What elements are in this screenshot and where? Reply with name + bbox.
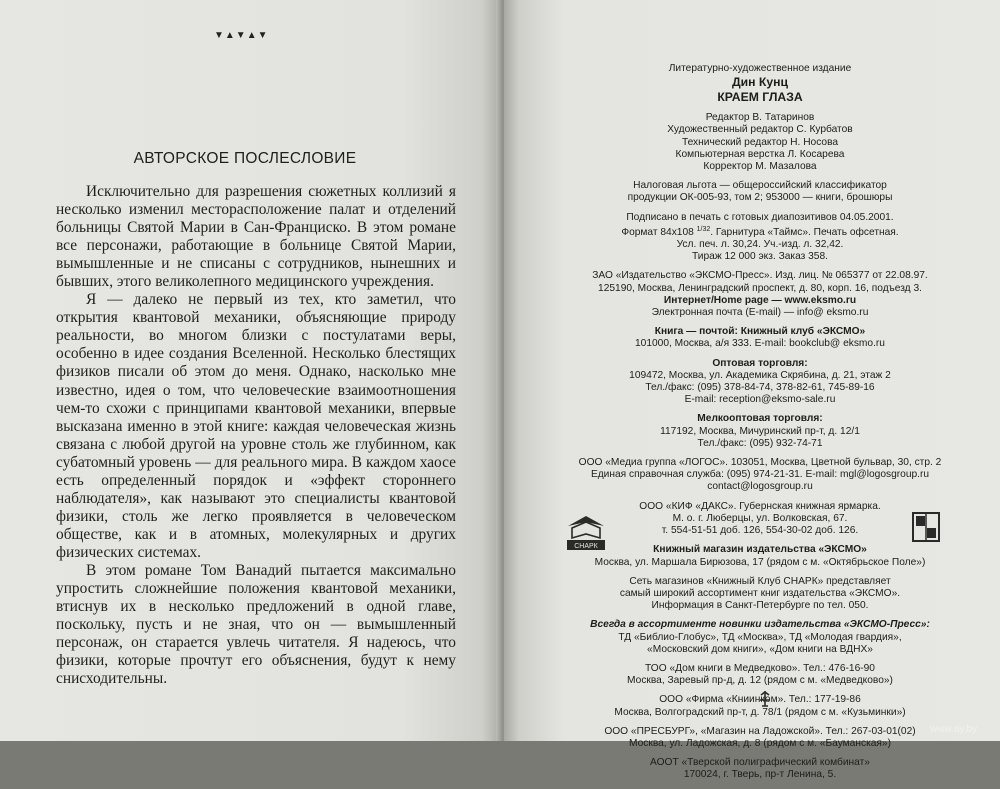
paragraph: Исключительно для разрешения сюжетных коллизий я несколько изменил месторасположение палат и отделений больницы Святой Марии в Сан-Франциско. В этом романе все персонажи, работающие в больнице Святой Марии, вымышленные и не списаны с сотрудников, нынешних и бывших, этого великолепного медицинского учреждения.: [56, 183, 456, 291]
printer-line: АООТ «Тверской полиграфический комбинат»: [650, 757, 870, 769]
biblio-line: ТД «Библио-Глобус», ТД «Москва», ТД «Молодая гвардия»,: [618, 631, 902, 643]
kif-line: т. 554-51-51 доб. 126, 554-30-02 доб. 126.: [661, 525, 859, 537]
printer-mark-icon: [758, 690, 772, 708]
small-wholesale-line: Тел./факс: (095) 932-74-71: [697, 437, 823, 449]
wholesale-line: E-mail: reception@eksmo-sale.ru: [684, 394, 836, 406]
always-heading: Всегда в ассортименте новинки издательства «ЭКСМО-Пресс»:: [590, 619, 930, 631]
presburg-block: [548, 726, 972, 750]
eksmo-logo-icon: [912, 512, 940, 542]
store-line: Москва, ул. Маршала Бирюзова, 17 (рядом с м. «Октябрьское Поле»): [594, 556, 926, 568]
publisher-block: [548, 270, 972, 319]
snark-block: [548, 576, 972, 613]
kniinkom-line: ООО «Фирма «Книинком». Тел.: 177-19-86: [659, 694, 861, 706]
mail-club-block: [548, 326, 972, 350]
afterword-body: [56, 183, 456, 688]
kif-line: М. о. г. Люберцы, ул. Волковская, 67.: [672, 512, 848, 524]
title-block: [548, 63, 972, 105]
kniinkom-line: Москва, Волгоградский пр-т, д. 78/1 (рядом с м. «Кузьминки»): [614, 706, 906, 718]
book-title: КРАЕМ ГЛАЗА: [717, 90, 803, 105]
credit-line: Корректор М. Мазалова: [703, 161, 817, 173]
credits-block: [548, 112, 972, 173]
snark-line: Сеть магазинов «Книжный Клуб СНАРК» представляет: [629, 575, 891, 587]
credit-line: Редактор В. Татаринов: [705, 112, 815, 124]
small-wholesale-heading: Мелкооптовая торговля:: [697, 413, 823, 425]
paragraph: Я — далеко не первый из тех, кто заметил, что открытия квантовой механики, объясняющие природу реальности, во многом близки с постулатами веры, особенно в идее создания Вселенной. Несколько блестящих физиков писали об этом до меня. Однако, насколько мне известно, идея о том, что человеческие взаимоотношения чем-то схожи с принципами квантовой механики, впервые высказана именно в этой книге: каждая человеческая жизнь связана с любой другой на уровне столь же глубинном, как субатомный уровень — для реального мира. В каждом хаосе есть определенный порядок и «эффект стороннего наблюдателя», как называют это специалисты квантовой физики, столь же легко проявляется в человеческом обществе, как и в атомных, молекулярных и других физических системах.: [56, 291, 456, 561]
publisher-email: Электронная почта (E-mail) — info@ eksmo.ru: [651, 307, 869, 319]
publisher-website: Интернет/Home page — www.eksmo.ru: [663, 294, 857, 306]
credit-line: Художественный редактор С. Курбатов: [667, 124, 853, 136]
edition-type: Литературно-художественное издание: [668, 63, 852, 74]
presburg-line: Москва, ул. Ладожская, д. 8 (рядом с м. «Бауманская»): [629, 737, 891, 749]
snark-line: самый широкий ассортимент книг издательства «ЭКСМО».: [619, 587, 901, 599]
kif-block: [548, 501, 972, 538]
wholesale-line: Тел./факс: (095) 378-84-74, 378-82-61, 745-89-16: [645, 382, 875, 394]
medvedkovo-line: Москва, Заревый пр-д, д. 12 (рядом с м. «Медведково»): [627, 675, 893, 687]
format-fraction: 1/32: [696, 225, 711, 233]
tax-line: продукции ОК-005-93, том 2; 953000 — книги, брошюры: [627, 192, 893, 204]
wholesale-heading: Оптовая торговля:: [712, 357, 808, 369]
format-text: Формат 84x108: [621, 226, 694, 238]
tax-line: Налоговая льгота — общероссийский классификатор: [633, 180, 887, 192]
credit-line: Компьютерная верстка Л. Косарева: [675, 148, 845, 160]
print-info-line: Усл. печ. л. 30,24. Уч.-изд. л. 32,42.: [676, 239, 844, 251]
printer-block: [548, 757, 972, 781]
snark-logo-icon: [564, 512, 608, 552]
printer-line: 170024, г. Тверь, пр-т Ленина, 5.: [683, 769, 837, 781]
medvedkovo-block: [548, 663, 972, 687]
presburg-line: ООО «ПРЕСБУРГ», «Магазин на Ладожской». Тел.: 267-03-01(02): [604, 725, 916, 737]
watermark: www.ay.by: [930, 724, 978, 735]
author-name: Дин Кунц: [732, 75, 788, 90]
logos-block: [548, 457, 972, 494]
ornament: ▼▲▼▲▼: [214, 30, 269, 41]
left-page: [0, 0, 502, 741]
kif-line: ООО «КИФ «ДАКС». Губернская книжная ярмарка.: [639, 500, 881, 512]
tax-block: [548, 180, 972, 204]
format-rest: . Гарнитура «Таймс». Печать офсетная.: [710, 226, 899, 238]
logo-text: СНАРК: [574, 543, 598, 550]
print-info-block: [548, 212, 972, 264]
paragraph: В этом романе Том Ванадий пытается максимально упростить сложнейшие положения квантовой механики, втиснув их в несколько предложений в одной главе, поскольку, пусть и не зная, что он — вымышленный персонаж, он старается увлечь читателя. Я надеюсь, что физики, которые прочтут его объяснения, будут к нему снисходительны.: [56, 561, 456, 688]
small-wholesale-line: 117192, Москва, Мичуринский пр-т, д. 12/1: [660, 425, 860, 437]
always-block: [548, 619, 972, 656]
wholesale-block: [548, 358, 972, 407]
mail-club-line: 101000, Москва, а/я 333. E-mail: bookclub@ eksmo.ru: [635, 338, 885, 350]
wholesale-line: 109472, Москва, ул. Академика Скрябина, д. 21, этаж 2: [629, 369, 891, 381]
logos-line: Единая справочная служба: (095) 974-21-31. E-mail: mgl@logosgroup.ru: [590, 469, 930, 481]
imprint-block: [548, 63, 972, 789]
print-format-line: [548, 224, 972, 239]
small-wholesale-block: [548, 413, 972, 450]
snark-line: Информация в Санкт-Петербурге по тел. 050.: [651, 600, 869, 612]
publisher-line: ЗАО «Издательство «ЭКСМО-Пресс». Изд. лиц. № 065377 от 22.08.97.: [592, 270, 928, 282]
store-block: [548, 544, 972, 568]
biblio-line: «Московский дом книги», «Дом книги на ВДНХ»: [647, 643, 873, 655]
print-info-line: Подписано в печать с готовых диапозитивов 04.05.2001.: [626, 211, 894, 223]
mail-club-heading: Книга — почтой: Книжный клуб «ЭКСМО»: [654, 326, 866, 338]
print-info-line: Тираж 12 000 экз. Заказ 358.: [692, 251, 828, 263]
logos-line: contact@logosgroup.ru: [707, 481, 813, 493]
afterword-title: АВТОРСКОЕ ПОСЛЕСЛОВИЕ: [133, 150, 357, 167]
credit-line: Технический редактор Н. Носова: [681, 136, 839, 148]
logos-line: ООО «Медиа группа «ЛОГОС». 103051, Москва, Цветной бульвар, 30, стр. 2: [578, 457, 942, 469]
medvedkovo-line: ТОО «Дом книги в Медведково». Тел.: 476-16-90: [645, 662, 875, 674]
publisher-line: 125190, Москва, Ленинградский проспект, д. 80, корп. 16, подъезд 3.: [598, 282, 922, 294]
store-heading: Книжный магазин издательства «ЭКСМО»: [653, 544, 867, 556]
